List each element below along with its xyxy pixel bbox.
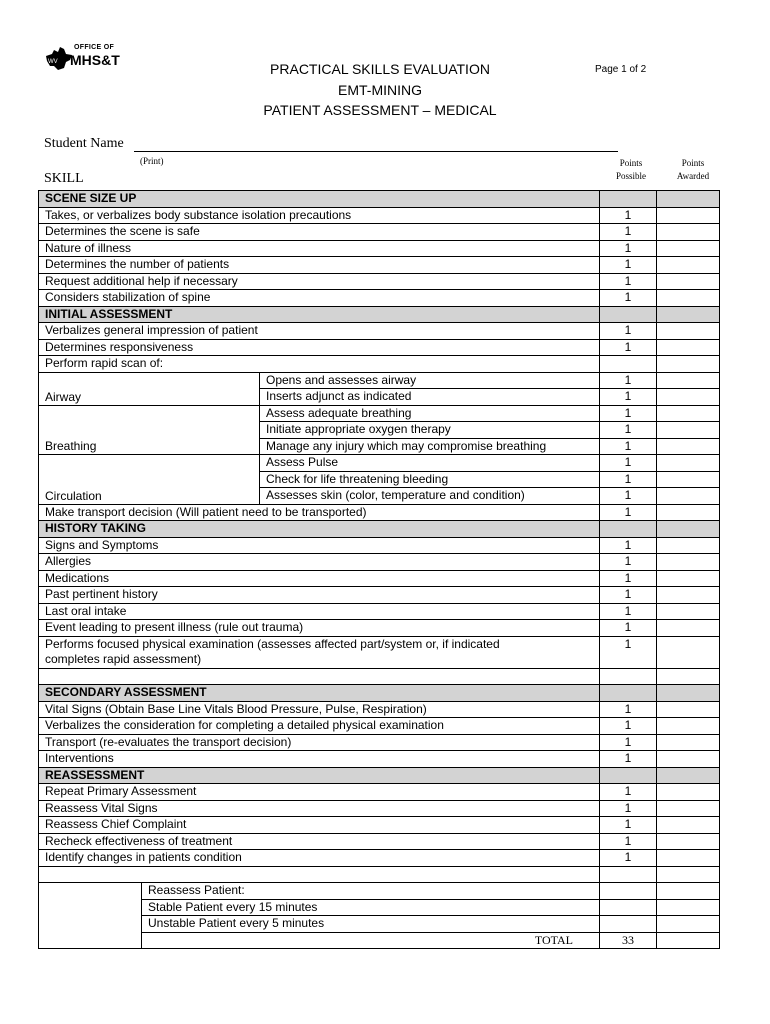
section-header (39, 191, 720, 208)
awarded-cell[interactable] (657, 471, 720, 488)
points-cell (600, 356, 657, 373)
skill-cell: Inserts adjunct as indicated (260, 389, 600, 406)
points-cell: 1 (600, 603, 657, 620)
points-cell: 1 (600, 273, 657, 290)
table-row (39, 718, 720, 735)
skill-label: SKILL (44, 171, 84, 186)
table-row-spacer (39, 866, 720, 883)
skill-cell: Check for life threatening bleeding (260, 471, 600, 488)
skill-cell: Assess Pulse (260, 455, 600, 472)
skill-cell (600, 916, 657, 933)
airway-label: Airway (39, 372, 260, 405)
table-row (39, 554, 720, 571)
skill-cell (600, 668, 657, 685)
skill-cell (657, 191, 720, 208)
table-row-spacer (39, 668, 720, 685)
student-name-label: Student Name (44, 136, 124, 151)
awarded-cell[interactable] (657, 405, 720, 422)
skill-cell: Event leading to present illness (rule out trauma) (39, 620, 600, 637)
awarded-cell[interactable] (657, 636, 720, 668)
awarded-cell[interactable] (657, 323, 720, 340)
skill-cell: Verbalizes the consideration for completing a detailed physical examination (39, 718, 600, 735)
awarded-cell[interactable] (657, 850, 720, 867)
skill-cell (600, 191, 657, 208)
points-cell: 1 (600, 784, 657, 801)
page-number: Page 1 of 2 (595, 64, 647, 75)
skill-cell (600, 685, 657, 702)
table-row (39, 207, 720, 224)
points-cell: 1 (600, 800, 657, 817)
skill-cell: Signs and Symptoms (39, 537, 600, 554)
points-cell: 1 (600, 257, 657, 274)
skill-cell: Medications (39, 570, 600, 587)
skill-cell: Takes, or verbalizes body substance isolation precautions (39, 207, 600, 224)
points-cell: 1 (600, 422, 657, 439)
breathing-label: Breathing (39, 405, 260, 455)
table-row (39, 899, 720, 916)
awarded-cell[interactable] (657, 488, 720, 505)
skill-cell: REASSESSMENT (39, 767, 600, 784)
total-awarded-cell[interactable] (657, 932, 720, 949)
skill-cell: SCENE SIZE UP (39, 191, 600, 208)
skill-cell: Reassess Vital Signs (39, 800, 600, 817)
table-row (39, 290, 720, 307)
table-row (39, 257, 720, 274)
points-cell: 1 (600, 438, 657, 455)
skill-cell (600, 521, 657, 538)
awarded-cell[interactable] (657, 356, 720, 373)
reassess-note-line3: Unstable Patient every 5 minutes (142, 916, 600, 933)
reassess-note-line2: Stable Patient every 15 minutes (142, 899, 600, 916)
table-row (39, 800, 720, 817)
form-title: PRACTICAL SKILLS EVALUATION (270, 61, 490, 77)
skill-cell (657, 883, 720, 900)
points-cell: 1 (600, 570, 657, 587)
awarded-cell[interactable] (657, 257, 720, 274)
skill-cell: Interventions (39, 751, 600, 768)
points-cell: 1 (600, 636, 657, 668)
skill-cell: Nature of illness (39, 240, 600, 257)
skill-cell: Past pertinent history (39, 587, 600, 604)
table-row (39, 833, 720, 850)
points-cell: 1 (600, 587, 657, 604)
table-row (39, 224, 720, 241)
table-row (39, 603, 720, 620)
awarded-cell[interactable] (657, 751, 720, 768)
skill-cell: Vital Signs (Obtain Base Line Vitals Blood Pressure, Pulse, Respiration) (39, 701, 600, 718)
awarded-cell[interactable] (657, 570, 720, 587)
awarded-cell[interactable] (657, 207, 720, 224)
logo-office-text: OFFICE OF (74, 44, 115, 51)
total-row (39, 932, 720, 949)
table-row (39, 339, 720, 356)
awarded-cell[interactable] (657, 603, 720, 620)
awarded-cell[interactable] (657, 734, 720, 751)
points-possible-header: Points Possible (615, 158, 646, 181)
skill-cell (39, 668, 600, 685)
table-row (39, 570, 720, 587)
skill-cell: Verbalizes general impression of patient (39, 323, 600, 340)
skill-cell: Request additional help if necessary (39, 273, 600, 290)
section-header (39, 767, 720, 784)
skill-cell: Performs focused physical examination (assesses affected part/system or, if indicated completes rapid assessment) (39, 636, 600, 668)
section-header (39, 306, 720, 323)
reassess-note-line1: Reassess Patient: (142, 883, 600, 900)
table-row (39, 323, 720, 340)
table-row (39, 537, 720, 554)
table-row (39, 455, 720, 472)
skill-cell: SECONDARY ASSESSMENT (39, 685, 600, 702)
points-cell: 1 (600, 488, 657, 505)
awarded-cell[interactable] (657, 339, 720, 356)
awarded-cell[interactable] (657, 438, 720, 455)
awarded-cell[interactable] (657, 504, 720, 521)
table-row (39, 850, 720, 867)
skill-cell: Determines the number of patients (39, 257, 600, 274)
skills-table (38, 190, 720, 949)
points-cell: 1 (600, 323, 657, 340)
awarded-cell[interactable] (657, 389, 720, 406)
points-cell: 1 (600, 850, 657, 867)
skill-cell (657, 899, 720, 916)
points-cell: 1 (600, 471, 657, 488)
logo-state-abbr: WV (48, 59, 58, 65)
skill-cell: Repeat Primary Assessment (39, 784, 600, 801)
logo-name: MHS&T (70, 52, 120, 68)
awarded-cell[interactable] (657, 554, 720, 571)
skill-cell: Identify changes in patients condition (39, 850, 600, 867)
points-cell: 1 (600, 372, 657, 389)
student-name-field[interactable] (134, 151, 618, 152)
awarded-cell[interactable] (657, 620, 720, 637)
points-cell: 1 (600, 455, 657, 472)
table-row (39, 504, 720, 521)
awarded-cell[interactable] (657, 224, 720, 241)
skill-cell (657, 866, 720, 883)
table-row (39, 784, 720, 801)
points-cell: 1 (600, 554, 657, 571)
points-cell: 1 (600, 240, 657, 257)
skill-cell: Perform rapid scan of: (39, 356, 600, 373)
total-label: TOTAL (142, 932, 600, 949)
points-cell: 1 (600, 537, 657, 554)
table-row (39, 372, 720, 389)
skill-cell: Allergies (39, 554, 600, 571)
table-row (39, 701, 720, 718)
points-cell: 1 (600, 620, 657, 637)
skill-cell: Last oral intake (39, 603, 600, 620)
skill-cell (600, 883, 657, 900)
skill-cell: INITIAL ASSESSMENT (39, 306, 600, 323)
skill-cell: Assess adequate breathing (260, 405, 600, 422)
awarded-cell[interactable] (657, 701, 720, 718)
points-cell: 1 (600, 224, 657, 241)
form-subtitle: EMT-MINING (338, 82, 422, 98)
awarded-cell[interactable] (657, 372, 720, 389)
points-cell: 1 (600, 504, 657, 521)
points-cell: 1 (600, 389, 657, 406)
points-cell: 1 (600, 290, 657, 307)
awarded-cell[interactable] (657, 718, 720, 735)
points-cell: 1 (600, 718, 657, 735)
section-header (39, 521, 720, 538)
skill-cell: Manage any injury which may compromise breathing (260, 438, 600, 455)
skill-cell: Make transport decision (Will patient need to be transported) (39, 504, 600, 521)
points-cell: 1 (600, 701, 657, 718)
awarded-cell[interactable] (657, 537, 720, 554)
skill-cell (39, 866, 600, 883)
skill-cell (600, 866, 657, 883)
table-row (39, 356, 720, 373)
points-cell: 1 (600, 817, 657, 834)
total-points: 33 (600, 932, 657, 949)
mhst-logo (44, 44, 134, 76)
awarded-cell[interactable] (657, 273, 720, 290)
table-row (39, 636, 720, 668)
points-awarded-header: Points Awarded (676, 158, 710, 181)
skill-cell: Assesses skin (color, temperature and condition) (260, 488, 600, 505)
skill-cell: Determines responsiveness (39, 339, 600, 356)
points-cell: 1 (600, 833, 657, 850)
skill-cell (39, 883, 142, 949)
skill-cell (600, 899, 657, 916)
table-row (39, 587, 720, 604)
skill-cell (657, 521, 720, 538)
skill-cell: Determines the scene is safe (39, 224, 600, 241)
awarded-cell[interactable] (657, 240, 720, 257)
table-row (39, 620, 720, 637)
section-header (39, 685, 720, 702)
awarded-cell[interactable] (657, 455, 720, 472)
table-row (39, 817, 720, 834)
skill-cell (657, 916, 720, 933)
skill-cell (600, 306, 657, 323)
awarded-cell[interactable] (657, 290, 720, 307)
table-row (39, 734, 720, 751)
table-row (39, 240, 720, 257)
points-cell: 1 (600, 207, 657, 224)
skill-cell (657, 306, 720, 323)
print-label: (Print) (140, 156, 164, 166)
skill-cell: Recheck effectiveness of treatment (39, 833, 600, 850)
points-cell: 1 (600, 405, 657, 422)
awarded-cell[interactable] (657, 833, 720, 850)
table-row (39, 916, 720, 933)
form-subtitle-2: PATIENT ASSESSMENT – MEDICAL (263, 102, 497, 118)
skill-cell: Transport (re-evaluates the transport decision) (39, 734, 600, 751)
skill-cell: Opens and assesses airway (260, 372, 600, 389)
skill-cell: Considers stabilization of spine (39, 290, 600, 307)
awarded-cell[interactable] (657, 422, 720, 439)
skill-cell (657, 767, 720, 784)
table-row (39, 405, 720, 422)
skill-cell (600, 767, 657, 784)
skill-cell: HISTORY TAKING (39, 521, 600, 538)
skill-cell (657, 685, 720, 702)
skill-cell: Initiate appropriate oxygen therapy (260, 422, 600, 439)
skill-cell: Reassess Chief Complaint (39, 817, 600, 834)
awarded-cell[interactable] (657, 817, 720, 834)
circulation-label: Circulation (39, 455, 260, 505)
points-cell: 1 (600, 751, 657, 768)
awarded-cell[interactable] (657, 800, 720, 817)
table-row (39, 273, 720, 290)
skill-cell (657, 668, 720, 685)
awarded-cell[interactable] (657, 784, 720, 801)
awarded-cell[interactable] (657, 587, 720, 604)
points-cell: 1 (600, 734, 657, 751)
table-row (39, 883, 720, 900)
points-cell: 1 (600, 339, 657, 356)
table-row (39, 751, 720, 768)
